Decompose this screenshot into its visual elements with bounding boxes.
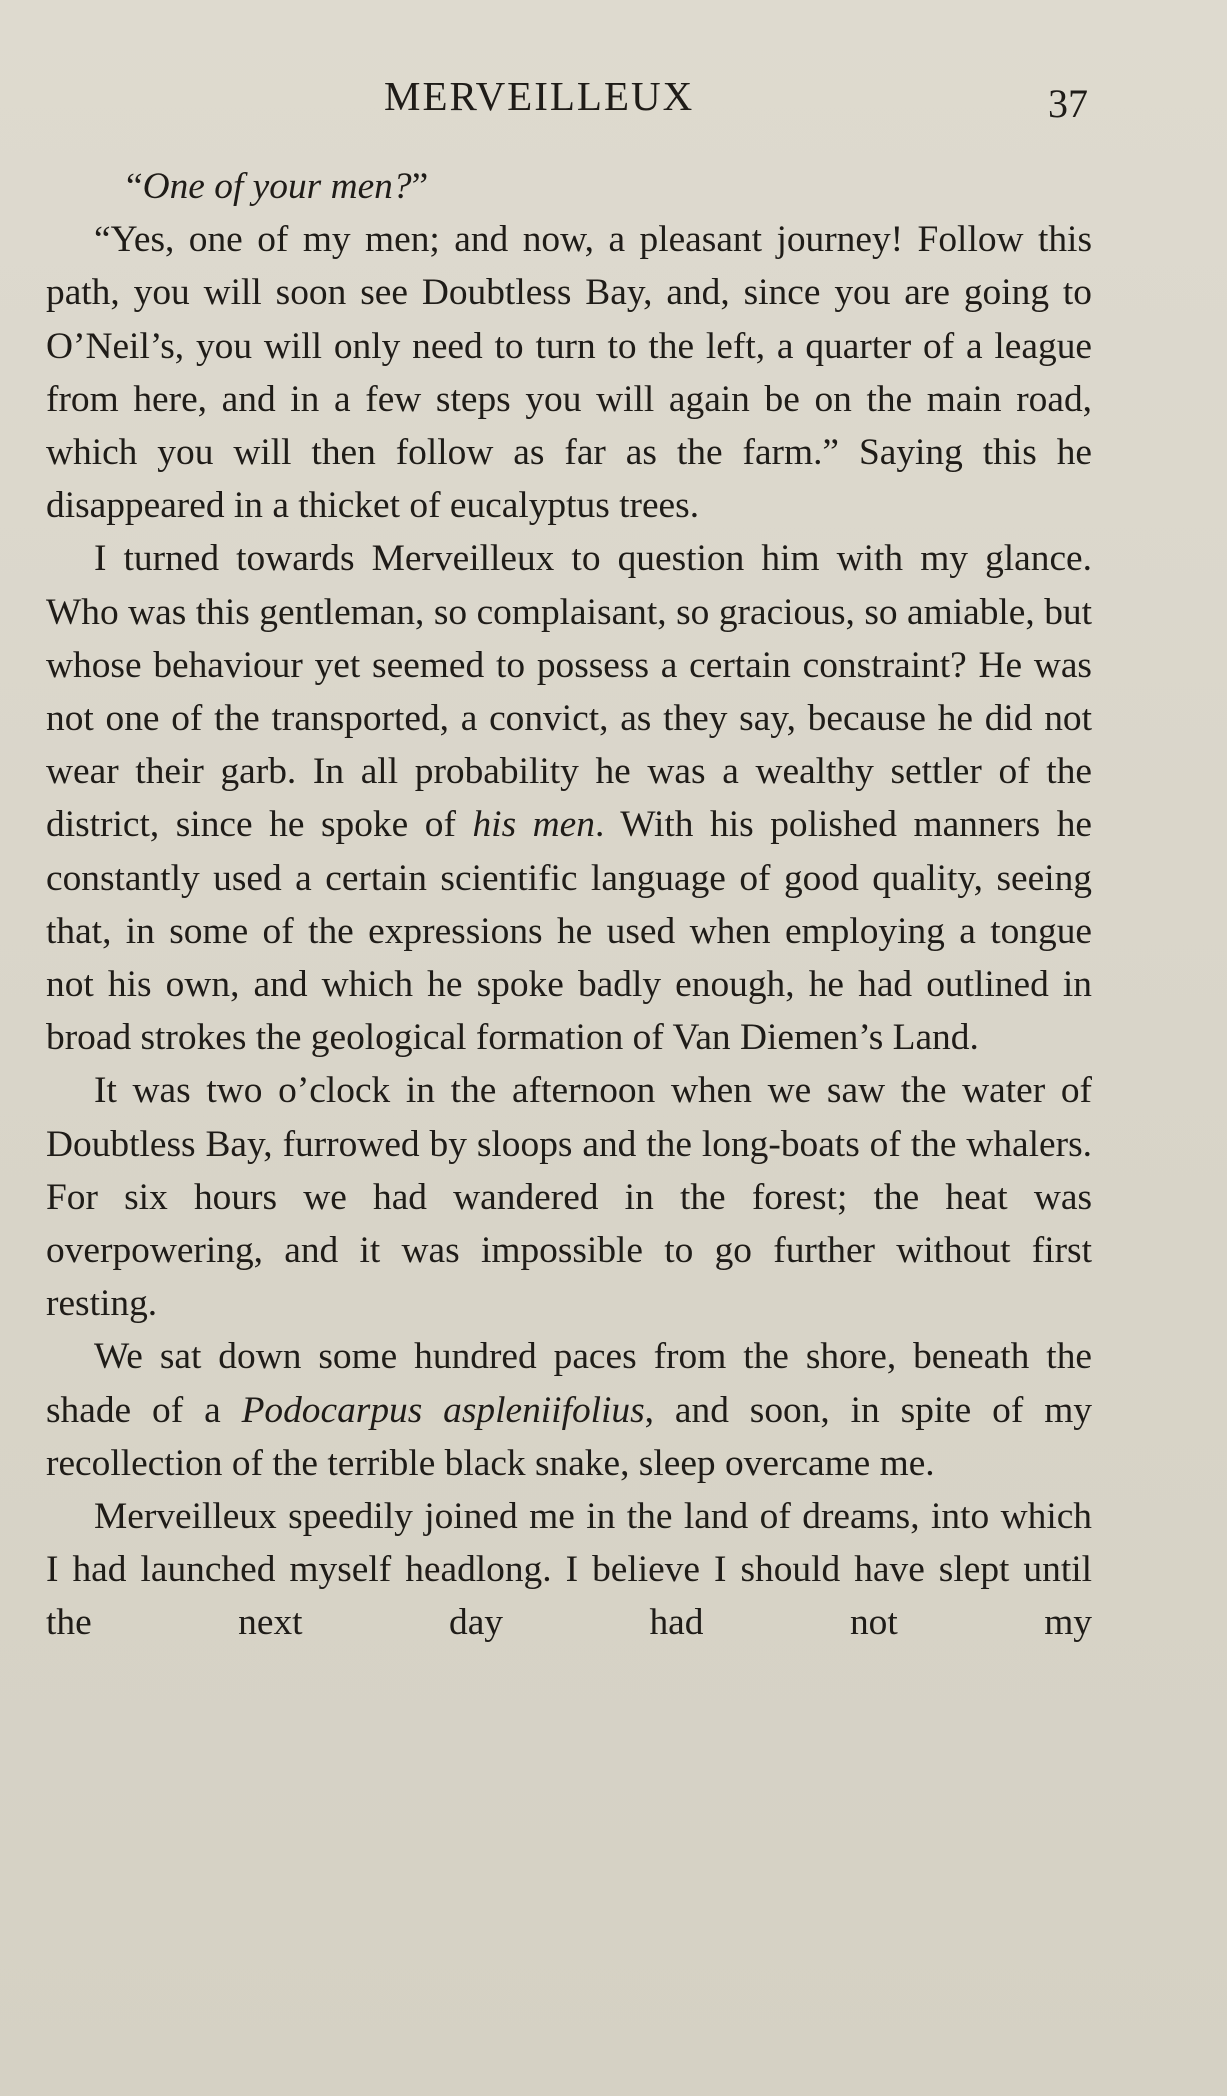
text-segment: “Yes, one of my men; and now, a pleasant journey! Follow this path, you will soon see Doubtless Bay, and, since you are going to O’Neil’s, you will only need to turn to the left, a quarter of a league from here, and in a few steps you will again be on the main road, which you will then follow as far as the farm.” Saying this he disappeared in a thicket of eucalyptus trees. bbox=[46, 219, 1092, 527]
page-number: 37 bbox=[1048, 81, 1088, 126]
text-segment: We sat down some hundred paces from the shore, beneath the shade of a bbox=[46, 1336, 1092, 1431]
body-text bbox=[46, 160, 1092, 1650]
text-segment: Merveilleux speedily joined me in the land of dreams, into which I had launched myself headlong. I believe I should have slept until the next day had not my bbox=[46, 1496, 1092, 1644]
text-segment-italic: his men bbox=[472, 804, 595, 846]
text-segment: “ bbox=[126, 166, 143, 207]
text-segment: I turned towards Merveilleux to question him with my glance. Who was this gentleman, so complaisant, so gracious, so amiable, but whose behaviour yet seemed to possess a certain constraint? He was not one of the transported, a convict, as they say, because he did not wear their garb. In all probability he was a wealthy settler of the district, since he spoke of bbox=[46, 538, 1092, 846]
paragraph bbox=[46, 1490, 1092, 1650]
paragraph bbox=[46, 160, 1092, 213]
paragraph bbox=[46, 1064, 1092, 1330]
text-segment: ” bbox=[411, 166, 429, 207]
text-segment-italic: Podocarpus aspleniifolius bbox=[241, 1389, 645, 1431]
running-head: MERVEILLEUX bbox=[384, 73, 695, 119]
paragraph bbox=[46, 213, 1092, 532]
text-segment-italic: One of your men? bbox=[142, 166, 412, 207]
text-segment: . With his polished manners he constantly used a certain scientific language of good quality, seeing that, in some of the expressions he used when employing a tongue not his own, and which he spoke badly enough, he had outlined in broad strokes the geological formation of Van Diemen’s Land. bbox=[46, 804, 1093, 1059]
text-segment: , and soon, in spite of my recollection of the terrible black snake, sleep overcame me. bbox=[46, 1389, 1092, 1484]
text-segment: It was two o’clock in the afternoon when we saw the water of Doubtless Bay, furrowed by sloops and the long-boats of the whalers. For six hours we had wandered in the forest; the heat was overpowering, and it was impossible to go further without first resting. bbox=[46, 1070, 1092, 1325]
paragraph bbox=[46, 532, 1092, 1064]
paragraph bbox=[46, 1330, 1092, 1490]
